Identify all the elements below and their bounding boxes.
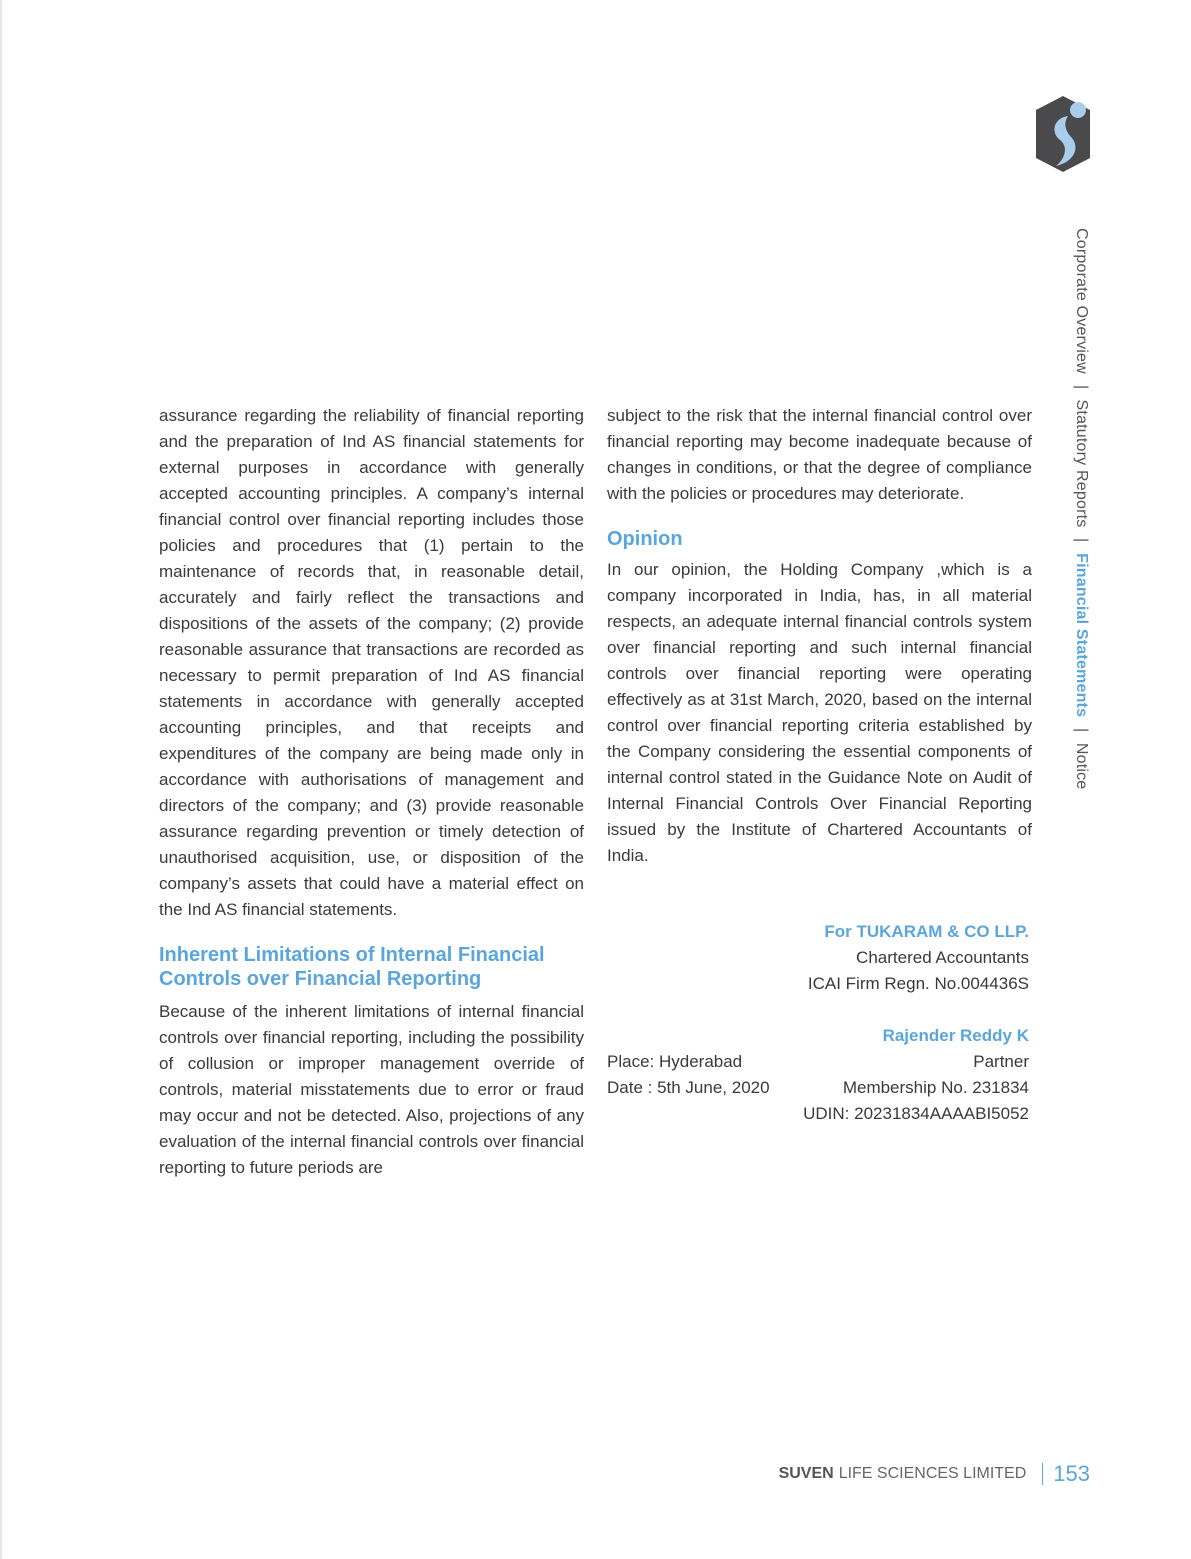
nav-financial-statements[interactable]: Financial Statements [1073,553,1090,718]
opinion-paragraph: In our opinion, the Holding Company ,which is a company incorporated in India, has, in all material respects, an adequate internal financial controls system over financial reporting and such internal financial controls over financial reporting were operating effectively as at 31st March, 2020, based on the internal control over financial reporting criteria established by the Company considering the essential components of internal control stated in the Guidance Note on Audit of Internal Financial Controls Over Financial Reporting issued by the Institute of Chartered Accountants of India. [607,560,1032,865]
date: Date : 5th June, 2020 [607,1078,770,1097]
left-column [159,403,584,1181]
firm-name: For TUKARAM & CO LLP. [824,922,1029,941]
place-row [607,1049,1029,1075]
risk-paragraph: subject to the risk that the internal financial control over financial reporting may become inadequate because of changes in conditions, or that the degree of compliance with the policies or procedures may deteriorate. [607,406,1032,503]
nav-notice[interactable]: Notice [1073,742,1090,790]
section-navigation [1072,228,1090,789]
nav-corporate-overview[interactable]: Corporate Overview [1073,228,1090,374]
page-number: 153 [1053,1461,1090,1486]
nav-statutory-reports[interactable]: Statutory Reports [1073,399,1090,528]
inherent-limitations-heading: Inherent Limitations of Internal Financial Controls over Financial Reporting [159,944,545,990]
place: Place: Hyderabad [607,1052,743,1071]
page-footer [779,1461,1090,1487]
firm-type: Chartered Accountants [856,948,1029,967]
nav-separator: | [1073,727,1090,733]
footer-company-name: LIFE SCIENCES LIMITED [838,1465,1027,1482]
partner-name: Rajender Reddy K [882,1026,1029,1045]
partner-role: Partner [973,1052,1029,1071]
nav-separator: | [1073,384,1090,389]
membership-number: Membership No. 231834 [842,1078,1029,1097]
nav-separator: | [1073,538,1090,543]
right-column [607,403,1032,869]
page-edge [0,0,2,1559]
signature-block [607,919,1029,1127]
firm-registration: ICAI Firm Regn. No.004436S [807,974,1029,993]
opinion-heading: Opinion [607,528,683,550]
udin: UDIN: 20231834AAAABI5052 [803,1104,1029,1123]
inherent-limitations-paragraph: Because of the inherent limitations of internal financial controls over financial reporting, including the possibility of collusion or improper management override of controls, material misstatements due to error or fraud may occur and not be detected. Also, projections of any evaluation of the internal financial controls over financial reporting to future periods are [159,1002,584,1177]
footer-brand: SUVEN [778,1465,834,1482]
assurance-paragraph: assurance regarding the reliability of financial reporting and the preparation of Ind AS financial statements for external purposes in accordance with generally accepted accounting principles. A company’s internal financial control over financial reporting includes those policies and procedures that (1) pertain to the maintenance of records that, in reasonable detail, accurately and fairly reflect the transactions and dispositions of the assets of the company; (2) provide reasonable assurance that transactions are recorded as necessary to permit preparation of Ind AS financial statements in accordance with generally accepted accounting principles, and that receipts and expenditures of the company are being made only in accordance with authorisations of management and directors of the company; and (3) provide reasonable assurance regarding prevention or timely detection of unauthorised acquisition, use, or disposition of the company’s assets that could have a material effect on the Ind AS financial statements. [159,406,584,919]
footer-divider [1042,1463,1043,1485]
company-logo [1034,94,1092,174]
date-row [607,1075,1029,1101]
